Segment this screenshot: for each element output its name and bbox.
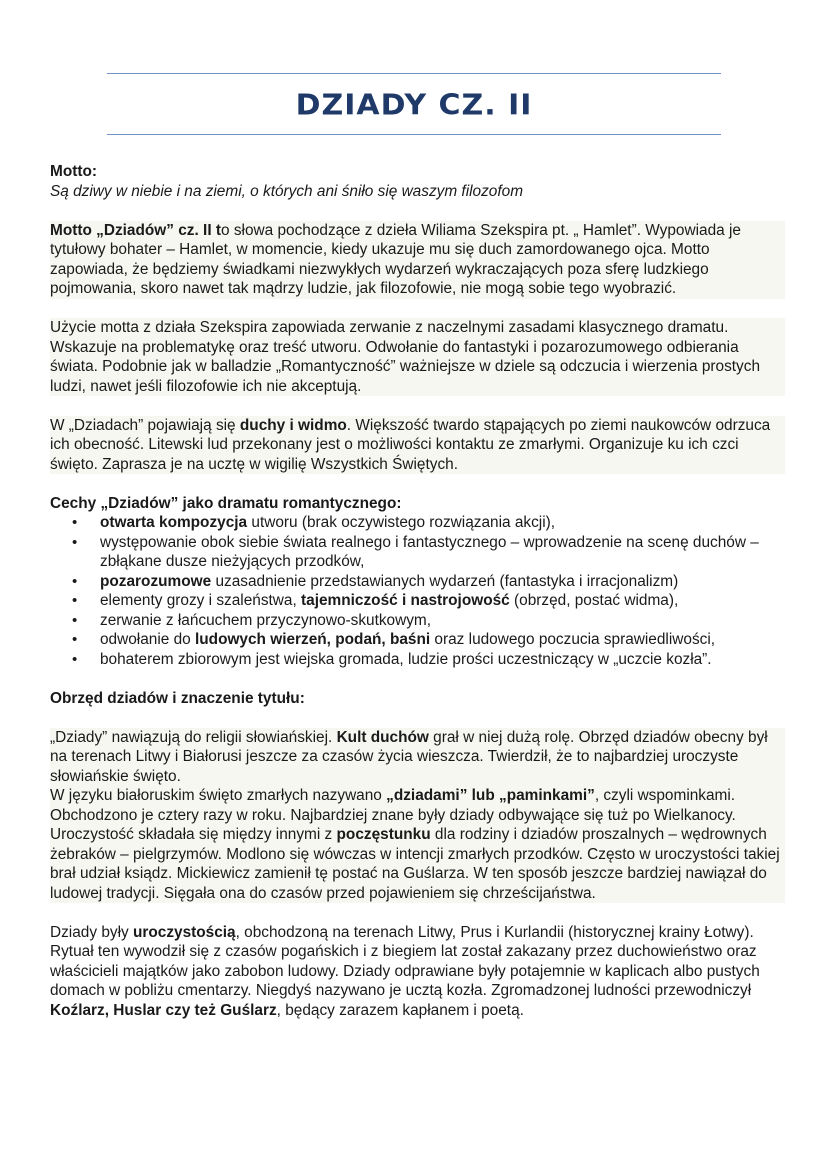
motto-label: Motto:: [50, 163, 97, 180]
bold-phrase: „dziadami” lub „paminkami”: [386, 787, 595, 804]
list-item: [100, 630, 785, 650]
text: elementy grozy i szaleństwa,: [100, 592, 302, 609]
text: bohaterem zbiorowym jest wiejska gromada, ludzie prości uczestniczący w „uczcie kozła”.: [100, 650, 712, 668]
text: (obrzęd, postać widma),: [509, 592, 679, 609]
features-heading: Cechy „Dziadów” jako dramatu romantycznego:: [50, 494, 402, 512]
text: utworu (brak oczywistego rozwiązania akcji),: [247, 514, 556, 531]
text: . Większość twardo stąpających po ziemi naukowców odrzuca ich obecność. Litewski lud przekonany jest o możliwości kontaktu ze zmarłymi. Organizuje ku ich czci święto. Zaprasza je na ucztę w wigilię Wszystkich Świętych.: [50, 416, 771, 473]
text: występowanie obok siebie świata realnego i fantastycznego – wprowadzenie na scenę duchów – zbłąkane dusze nieżyjących przodków,: [100, 533, 759, 570]
text: dla rodziny i dziadów proszalnych – wędrownych żebraków – pielgrzymów. Modlono się wówczas w intencji zmarłych przodków. Często w uroczystości takiej brał udział ksiądz. Mickiewicz zamienił tę postać na Guślarza. W ten sposób jeszcze bardziej nawiązał do ludowej tradycji. Sięgała ona do czasów przed pojawieniem się chrześcijaństwa.: [50, 826, 780, 902]
text: , obchodzoną na terenach Litwy, Prus i Kurlandii (historycznej krainy Łotwy). Rytuał ten wywodził się z czasów pogańskich i z biegiem lat został zakazany przez duchowieństwo oraz właścicieli majątków jako zabobon ludowy. Dziady odprawiane były potajemnie w kaplicach albo pustych domach w pobliżu cmentarzy. Niegdyś nazywano je ucztą kozła. Zgromadzonej ludności przewodniczył: [50, 923, 760, 999]
page-title: DZIADY CZ. II: [295, 88, 533, 123]
rite-heading: Obrzęd dziadów i znaczenie tytułu:: [50, 689, 305, 707]
paragraph-rite-3: [50, 825, 785, 903]
paragraph-motto-explanation: [50, 221, 785, 299]
bold-phrase: pozarozumowe: [100, 572, 212, 590]
list-item: [100, 611, 785, 631]
motto-quote: Są dziwy w niebie i na ziemi, o których ani śniło się waszym filozofom: [50, 182, 524, 200]
bold-phrase: Koźlarz, Huslar czy też Guślarz: [50, 1001, 277, 1019]
title-rule-top: [107, 73, 721, 74]
features-list: [50, 513, 785, 669]
list-item: [100, 572, 785, 592]
bold-phrase: Kult duchów: [336, 728, 429, 746]
paragraph-rite-4: [50, 923, 785, 1021]
title-rule-bottom: [107, 134, 721, 135]
text: W „Dziadach” pojawiają się: [50, 416, 240, 434]
text: o słowa pochodzące z dzieła Wiliama Szekspira pt. „ Hamlet”. Wypowiada je tytułowy bohater – Hamlet, w momencie, kiedy ukazuje mu się duch zamordowanego ojca. Motto zapowiada, że będziemy świadkami niezwykłych wydarzeń wykraczających poza sferę ludzkiego pojmowania, skoro nawet tak mądrzy ludzie, jak filozofowie, nie mogą sobie tego wyobrazić.: [50, 221, 741, 297]
text: uzasadnienie przedstawianych wydarzeń (fantastyka i irracjonalizm): [211, 572, 679, 590]
text: , będący zarazem kapłanem i poetą.: [276, 1001, 524, 1019]
list-item: [100, 650, 785, 670]
text: Uroczystość składała się między innymi z: [50, 826, 337, 843]
list-item: [100, 533, 785, 572]
text: zerwanie z łańcuchem przyczynowo-skutkowym,: [100, 611, 432, 629]
paragraph-rite-2: [50, 786, 785, 825]
text: grał w niej dużą rolę. Obrzęd dziadów obecny był na terenach Litwy i Białorusi jeszcze za czasów życia wieszcza. Twierdził, że to najbardziej uroczyste słowiańskie święto.: [50, 728, 768, 785]
bold-phrase: tajemniczość i nastrojowość: [301, 592, 510, 609]
paragraph-motto-use: Użycie motta z działa Szekspira zapowiada zerwanie z naczelnymi zasadami klasycznego dramatu. Wskazuje na problematykę oraz treść utworu. Odwołanie do fantastyki i pozarozumowego odbierania świata. Podobnie jak w balladzie „Romantyczność” ważniejsze w dziele są odczucia i wierzenia prostych ludzi, nawet jeśli filozofowie ich nie akceptują.: [50, 318, 785, 396]
paragraph-rite-1: [50, 728, 785, 787]
paragraph-ghosts: [50, 416, 785, 475]
text: „Dziady” nawiązują do religii słowiańskiej.: [50, 728, 337, 746]
document-body: [50, 162, 785, 1020]
text: oraz ludowego poczucia sprawiedliwości,: [430, 631, 716, 648]
bold-phrase: ludowych wierzeń, podań, baśni: [194, 631, 431, 648]
bold-phrase: otwarta kompozycja: [100, 514, 248, 531]
bold-phrase: duchy i widmo: [239, 416, 347, 434]
text: , czyli wspominkami. Obchodzono je cztery razy w roku. Najbardziej znane były dziady odbywające się tuż po Wielkanocy.: [50, 787, 736, 824]
text: Dziady były: [50, 923, 133, 941]
list-item: [100, 591, 785, 611]
bold-phrase: Motto „Dziadów” cz. II t: [50, 221, 221, 239]
bold-phrase: uroczystością: [132, 923, 236, 941]
text: W języku białoruskim święto zmarłych nazywano: [50, 787, 387, 804]
bold-phrase: poczęstunku: [336, 826, 431, 843]
list-item: [100, 513, 785, 533]
text: odwołanie do: [100, 631, 195, 648]
